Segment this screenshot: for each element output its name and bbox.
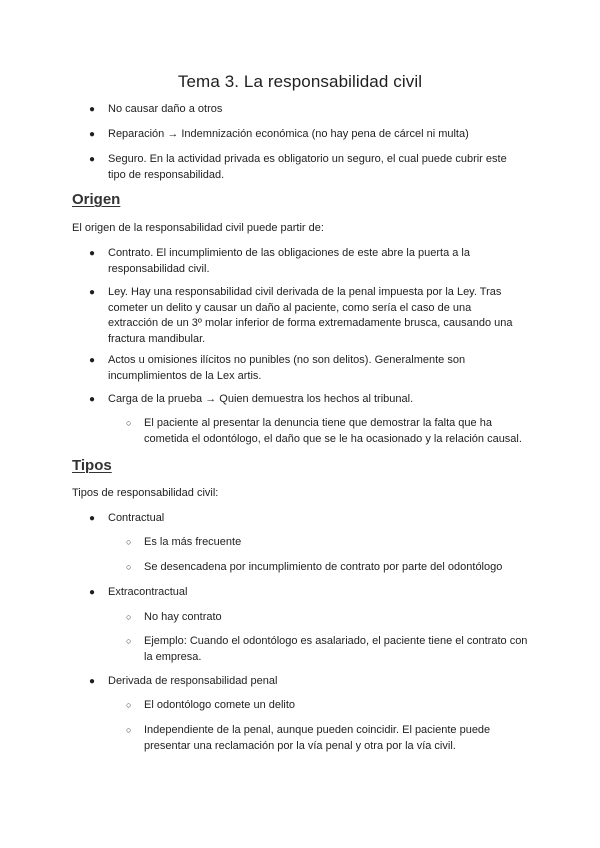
bullet-icon: ● (89, 355, 96, 366)
sub-bullet-icon: ○ (126, 700, 132, 710)
list-item: Reparación → Indemnización económica (no hay pena de cárcel ni multa) (108, 128, 469, 140)
list-item: Contractual (108, 512, 165, 524)
bullet-icon: ● (89, 154, 96, 165)
list-item: Extracontractual (108, 586, 188, 598)
bullet-icon: ● (89, 587, 96, 598)
section-heading-origen: Origen (72, 191, 121, 208)
page-title: Tema 3. La responsabilidad civil (177, 72, 423, 91)
bullet-icon: ● (89, 248, 96, 259)
list-subitem: Es la más frecuente (144, 536, 242, 548)
list-subitem: El paciente al presentar la denuncia tiene que demostrar la falta que ha cometida el odontólogo, el daño que se le ha ocasionado y la relación causal. (144, 417, 522, 445)
bullet-icon: ● (89, 676, 96, 687)
list-item: Seguro. En la actividad privada es obligatorio un seguro, el cual puede cubrir este tipo de responsabilidad. (108, 153, 507, 181)
sub-bullet-icon: ○ (126, 418, 132, 428)
list-subitem: Independiente de la penal, aunque pueden coincidir. El paciente puede presentar una reclamación por la vía penal y otra por la vía civil. (144, 724, 491, 752)
section-intro: El origen de la responsabilidad civil puede partir de: (72, 222, 324, 234)
section-intro: Tipos de responsabilidad civil: (72, 487, 219, 499)
sub-bullet-icon: ○ (126, 725, 132, 735)
bullet-icon: ● (89, 513, 96, 524)
list-subitem: No hay contrato (144, 611, 222, 623)
list-subitem: Se desencadena por incumplimiento de contrato por parte del odontólogo (144, 561, 503, 573)
list-item: Ley. Hay una responsabilidad civil derivada de la penal impuesta por la Ley. Tras cometer un delito y causar un daño al paciente, como sería el caso de una extracción de un 3º molar inferior de forma extremadamente brusca, causando una fractura mandibular. (108, 286, 513, 345)
sub-bullet-icon: ○ (126, 636, 132, 646)
list-item: Contrato. El incumplimiento de las obligaciones de este abre la puerta a la responsabilidad civil. (108, 247, 470, 275)
bullet-icon: ● (89, 287, 96, 298)
list-item: Actos u omisiones ilícitos no punibles (no son delitos). Generalmente son incumplimientos de la Lex artis. (108, 354, 466, 382)
list-item: No causar daño a otros (108, 103, 223, 115)
list-item: Carga de la prueba → Quien demuestra los hechos al tribunal. (108, 393, 414, 405)
section-heading-tipos: Tipos (72, 457, 112, 474)
list-subitem: El odontólogo comete un delito (144, 699, 296, 711)
bullet-icon: ● (89, 394, 96, 405)
sub-bullet-icon: ○ (126, 562, 132, 572)
list-subitem: Ejemplo: Cuando el odontólogo es asalariado, el paciente tiene el contrato con la empresa. (144, 635, 528, 663)
list-item: Derivada de responsabilidad penal (108, 675, 278, 687)
sub-bullet-icon: ○ (126, 612, 132, 622)
bullet-icon: ● (89, 129, 96, 140)
sub-bullet-icon: ○ (126, 537, 132, 547)
bullet-icon: ● (89, 104, 96, 115)
